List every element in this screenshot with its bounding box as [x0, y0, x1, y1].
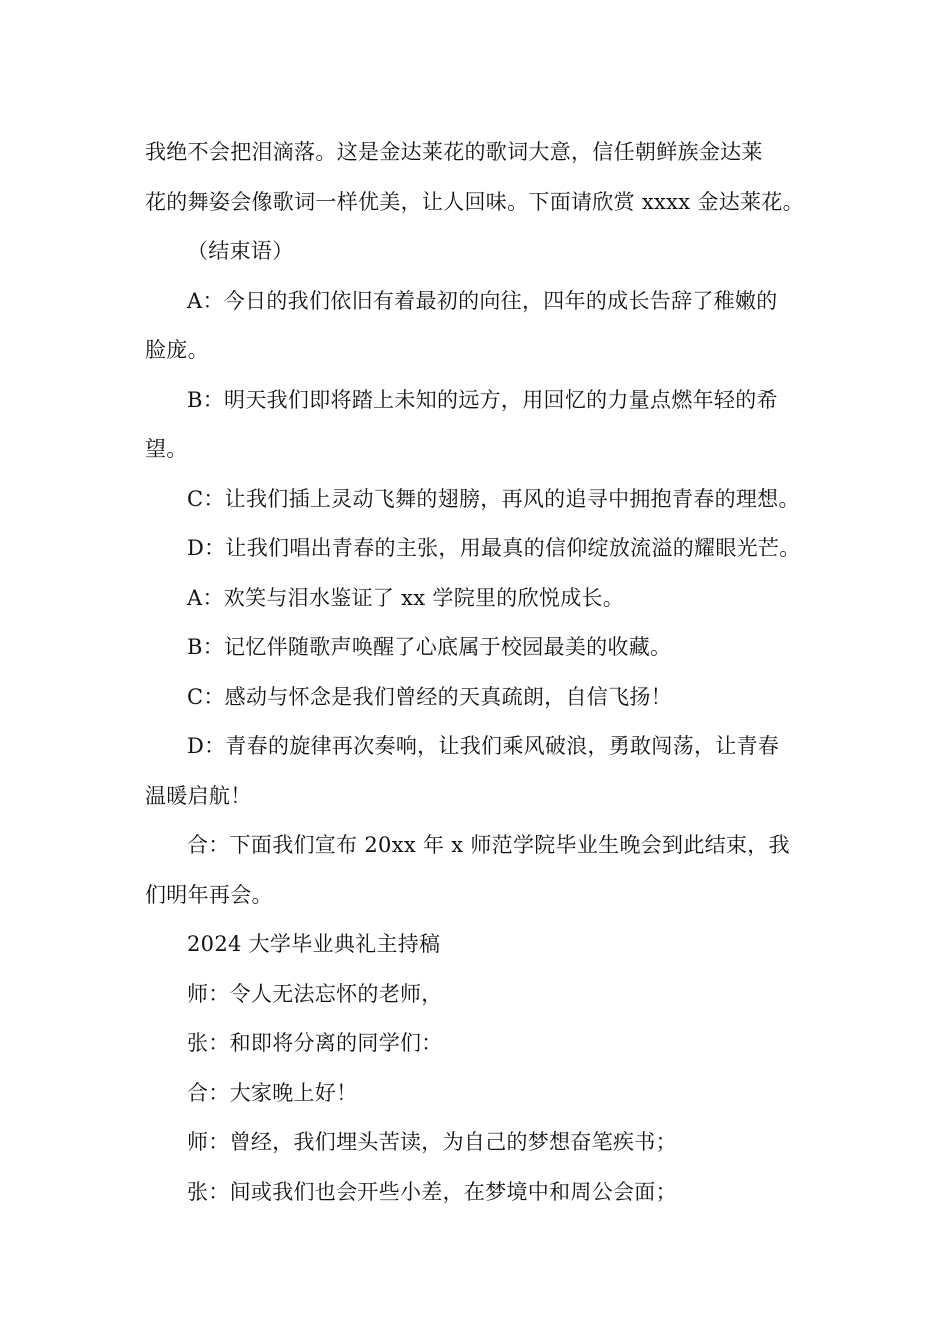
text-line: D：让我们唱出青春的主张，用最真的信仰绽放流溢的耀眼光芒。: [187, 536, 801, 560]
text-line: B：明天我们即将踏上未知的远方，用回忆的力量点燃年轻的希: [187, 387, 778, 412]
text-line: 张：和即将分离的同学们：: [187, 1031, 443, 1055]
paragraph: [145, 376, 820, 475]
text-line: 师：曾经，我们埋头苦读，为自己的梦想奋笔疾书；: [187, 1130, 677, 1154]
text-line: C：让我们插上灵动飞舞的翅膀，再风的追寻中拥抱青春的理想。: [187, 486, 800, 511]
text-line: 我绝不会把泪滴落。这是金达莱花的歌词大意，信任朝鲜族金达莱: [145, 140, 763, 164]
document-body: [145, 128, 820, 1217]
paragraph: [145, 970, 820, 1020]
text-line: 温暖启航！: [145, 783, 252, 808]
text-line: 花的舞姿会像歌词一样优美，让人回味。下面请欣赏 xxxx 金达莱花。: [145, 189, 804, 214]
section-heading: [145, 227, 820, 277]
text-line: 们明年再会。: [145, 882, 273, 907]
text-line: （结束语）: [187, 239, 294, 263]
paragraph: [145, 574, 820, 624]
paragraph: [145, 821, 820, 920]
paragraph: [145, 673, 820, 723]
paragraph: [145, 1019, 820, 1069]
text-line: C：感动与怀念是我们曾经的天真疏朗，自信飞扬！: [187, 684, 672, 709]
section-title: [145, 920, 820, 970]
paragraph: [145, 524, 820, 574]
text-line: A：今日的我们依旧有着最初的向往，四年的成长告辞了稚嫩的: [187, 288, 778, 313]
text-line: 合：下面我们宣布 20xx 年 x 师范学院毕业生晚会到此结束，我: [187, 833, 790, 857]
paragraph: [145, 623, 820, 673]
paragraph: [145, 1069, 820, 1119]
text-line: 望。: [145, 437, 188, 461]
text-line: 合：大家晚上好！: [187, 1080, 358, 1105]
text-line: A：欢笑与泪水鉴证了 xx 学院里的欣悦成长。: [187, 585, 625, 610]
paragraph: [145, 277, 820, 376]
text-line: D：青春的旋律再次奏响，让我们乘风破浪，勇敢闯荡，让青春: [187, 734, 780, 758]
text-line: 脸庞。: [145, 338, 209, 362]
text-line: B：记忆伴随歌声唤醒了心底属于校园最美的收藏。: [187, 635, 672, 659]
paragraph: [145, 722, 820, 821]
text-line: 2024 大学毕业典礼主持稿: [187, 932, 441, 956]
paragraph: [145, 1118, 820, 1168]
text-line: 师：令人无法忘怀的老师，: [187, 981, 443, 1006]
paragraph: [145, 475, 820, 525]
paragraph: [145, 128, 820, 227]
text-line: 张：间或我们也会开些小差，在梦境中和周公会面；: [187, 1179, 677, 1204]
paragraph: [145, 1168, 820, 1218]
